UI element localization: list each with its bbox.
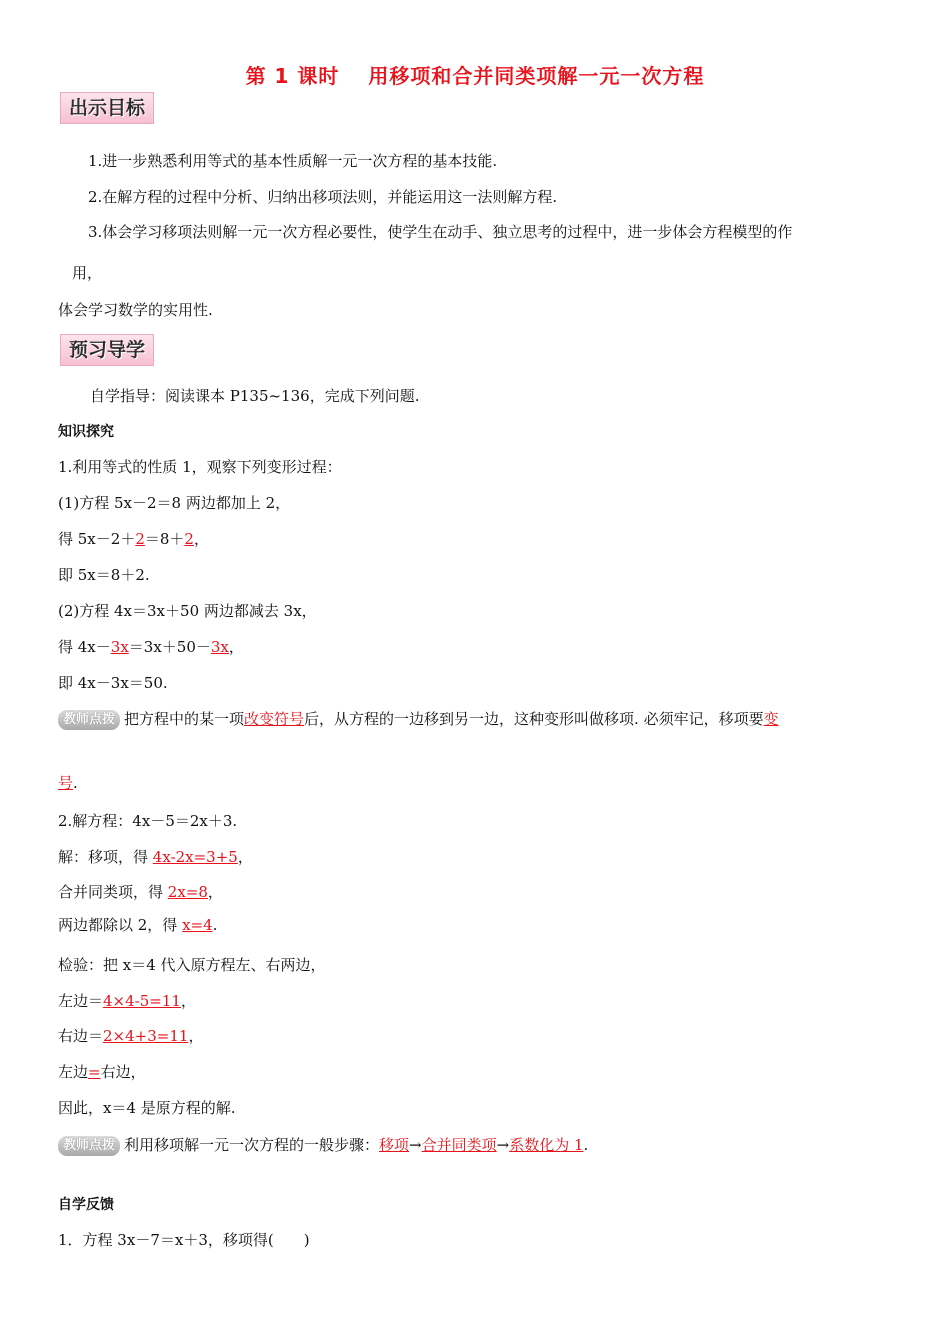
objective-3-continued: 用，: [72, 264, 103, 282]
answer-blank: 2×4+3=11: [103, 1027, 189, 1045]
sides-equal: 左边=右边，: [58, 1063, 146, 1081]
answer-blank: =: [88, 1063, 101, 1081]
teacher-tip-2: 教师点拨 利用移项解一元一次方程的一般步骤：移项→合并同类项→系数化为 1.: [58, 1134, 588, 1156]
objective-2: 2.在解方程的过程中分析、归纳出移项法则，并能运用这一法则解方程.: [88, 188, 558, 206]
teacher-tip-1-continued: 号.: [58, 774, 78, 792]
answer-blank: x=4: [182, 916, 213, 934]
objective-3-end: 体会学习数学的实用性.: [58, 301, 213, 319]
objectives-banner: 出示目标: [60, 92, 154, 124]
answer-blank: 合并同类项: [421, 1136, 497, 1154]
check-intro: 检验：把 x＝4 代入原方程左、右两边，: [58, 956, 326, 974]
part-1-step: 得 5x－2＋2＝8＋2，: [58, 530, 209, 548]
teacher-tip-badge: 教师点拨: [58, 710, 120, 730]
answer-blank: 3x: [110, 638, 129, 656]
answer-blank: 3x: [210, 638, 229, 656]
answer-blank: 2x=8: [167, 883, 208, 901]
page-title: 第 1 课时 用移项和合并同类项解一元一次方程: [245, 64, 705, 88]
answer-blank: 系数化为 1: [509, 1136, 584, 1154]
part-1-result: 即 5x＝8＋2.: [58, 566, 150, 584]
feedback-question-1: 1．方程 3x－7＝x＋3，移项得( ): [58, 1231, 310, 1249]
solution-step-2: 合并同类项，得 2x=8，: [58, 883, 223, 901]
teacher-tip-1: 教师点拨 把方程中的某一项改变符号后，从方程的一边移到另一边，这种变形叫做移项. 必须牢记，移项要变: [58, 708, 779, 730]
answer-blank: 号: [58, 774, 74, 792]
solution-step-1: 解：移项，得 4x-2x=3+5，: [58, 848, 253, 866]
teacher-tip-badge: 教师点拨: [58, 1136, 120, 1156]
objective-3: 3.体会学习移项法则解一元一次方程必要性，使学生在动手、独立思考的过程中，进一步体会方程模型的作: [88, 223, 793, 241]
part-1: (1)方程 5x－2＝8 两边都加上 2，: [58, 494, 291, 512]
conclusion: 因此，x＝4 是原方程的解.: [58, 1099, 236, 1117]
knowledge-heading: 知识探究: [58, 424, 114, 440]
self-study-guide: 自学指导：阅读课本 P135~136，完成下列问题.: [90, 387, 420, 405]
question-2: 2.解方程：4x－5＝2x＋3.: [58, 812, 238, 830]
answer-blank: 变: [763, 710, 779, 728]
part-2-result: 即 4x－3x＝50.: [58, 674, 168, 692]
answer-blank: 4×4-5=11: [103, 992, 181, 1010]
solution-step-3: 两边都除以 2，得 x=4.: [58, 916, 218, 934]
question-1: 1.利用等式的性质 1，观察下列变形过程：: [58, 458, 342, 476]
arrow-icon: →: [496, 1136, 510, 1154]
answer-blank: 2: [184, 530, 194, 548]
answer-blank: 4x-2x=3+5: [152, 848, 238, 866]
feedback-heading: 自学反馈: [58, 1197, 114, 1213]
left-side: 左边＝4×4-5=11，: [58, 992, 196, 1010]
answer-blank: 改变符号: [244, 710, 305, 728]
preview-banner: 预习导学: [60, 334, 154, 366]
part-2: (2)方程 4x＝3x＋50 两边都减去 3x，: [58, 602, 317, 620]
right-side: 右边＝2×4+3=11，: [58, 1027, 204, 1045]
arrow-icon: →: [409, 1136, 422, 1154]
part-2-step: 得 4x－3x＝3x＋50－3x，: [58, 638, 244, 656]
answer-blank: 移项: [379, 1136, 410, 1154]
objective-1: 1.进一步熟悉利用等式的基本性质解一元一次方程的基本技能.: [88, 152, 498, 170]
answer-blank: 2: [135, 530, 145, 548]
